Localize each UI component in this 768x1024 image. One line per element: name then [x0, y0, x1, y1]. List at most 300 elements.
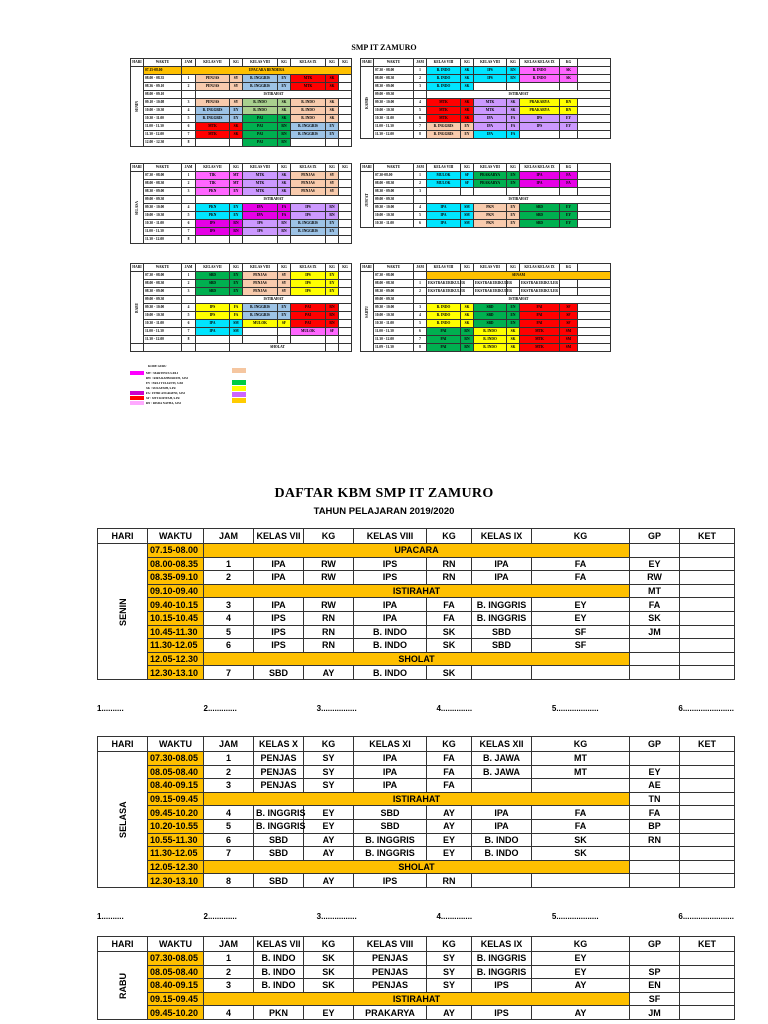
cell: B. INDO [427, 312, 461, 320]
cell: HARI [361, 164, 374, 172]
cell: EY [326, 272, 339, 280]
cell: RN [278, 131, 291, 139]
cell: EY [326, 220, 339, 228]
cell: JM [630, 625, 680, 639]
cell: AE [630, 779, 680, 793]
cell: HARI [98, 529, 148, 544]
legend-swatch [232, 368, 246, 373]
cell: 8 [414, 131, 427, 139]
cell: RN [326, 312, 339, 320]
table-row [98, 1006, 735, 1020]
cell: SY [427, 965, 472, 979]
cell [243, 336, 278, 344]
cell: EY [507, 212, 520, 220]
cell: IPA [354, 611, 427, 625]
cell: RN [461, 344, 474, 352]
cell: SY [304, 765, 354, 779]
cell [278, 236, 291, 244]
cell: AY [532, 979, 630, 993]
cell: KET [680, 737, 735, 752]
cell: KG [532, 937, 630, 952]
cell: 08.35-09.10 [148, 571, 204, 585]
cell: SK [507, 344, 520, 352]
cell: SK [630, 611, 680, 625]
cell: 6 [204, 639, 254, 653]
cell: KELAS X [254, 737, 304, 752]
table-row [98, 833, 735, 847]
cell [680, 544, 735, 558]
cell [680, 806, 735, 820]
cell: 4 [182, 204, 196, 212]
cell: IPA [427, 204, 461, 212]
day-label: SENIN [131, 67, 144, 147]
cell: 08.30 - 09.00 [144, 288, 182, 296]
cell: IPS [472, 979, 532, 993]
cell [182, 344, 196, 352]
legend-swatch [130, 386, 144, 390]
table-row [361, 75, 611, 83]
cell: 08.05-08.40 [148, 965, 204, 979]
cell: B. INGGRIS [196, 115, 230, 123]
cell: IPS [474, 67, 507, 75]
cell: RN [507, 67, 520, 75]
cell: RN [326, 320, 339, 328]
table-row [98, 544, 735, 558]
cell: B. INDO [254, 965, 304, 979]
cell: KG [532, 737, 630, 752]
cell: 3 [204, 779, 254, 793]
cell: IPA [254, 557, 304, 571]
cell: SK [326, 83, 339, 91]
table-row [361, 180, 611, 188]
cell: EY [230, 204, 243, 212]
table-row [361, 83, 611, 91]
cell: SK [461, 115, 474, 123]
cell: EY [304, 1006, 354, 1020]
day-label: JUM'AT [361, 172, 374, 228]
cell: SK [278, 188, 291, 196]
cell [230, 139, 243, 147]
cell: SK [427, 639, 472, 653]
cell [680, 779, 735, 793]
table-row [131, 212, 352, 220]
cell [680, 965, 735, 979]
cell [680, 792, 735, 806]
cell: EN [507, 320, 520, 328]
cell [680, 952, 735, 966]
cell: AY [532, 1006, 630, 1020]
table-row [98, 584, 735, 598]
cell: WAKTU [374, 59, 414, 67]
mini-schedule-kamis [360, 58, 611, 139]
cell: KELAS VIII [354, 937, 427, 952]
cell: 09.30 - 10.00 [144, 204, 182, 212]
cell [339, 188, 352, 196]
cell: EY [230, 107, 243, 115]
table-row [361, 344, 611, 352]
cell: SK [278, 115, 291, 123]
cell: B. INDO [291, 99, 326, 107]
cell: 5 [414, 107, 427, 115]
cell [532, 779, 630, 793]
cell: MT [532, 752, 630, 766]
mini-schedule-selasa [130, 163, 352, 244]
cell: SBD [354, 806, 427, 820]
cell: SK [230, 123, 243, 131]
cell: JM [630, 1006, 680, 1020]
cell: 07.30-08.05 [148, 752, 204, 766]
table-row [131, 304, 352, 312]
cell: KG [304, 937, 354, 952]
cell: EY [230, 280, 243, 288]
table-row [361, 196, 611, 204]
cell: KG [461, 59, 474, 67]
cell: 1 [182, 75, 196, 83]
cell: TIK [196, 172, 230, 180]
cell: MTK [474, 107, 507, 115]
cell: B. INGGRIS [472, 965, 532, 979]
table-row [98, 557, 735, 571]
cell: 11.30-12.05 [148, 639, 204, 653]
cell: IPA [472, 806, 532, 820]
cell: HARI [98, 937, 148, 952]
cell: SY [278, 280, 291, 288]
cell: 09.45-10.20 [148, 1006, 204, 1020]
cell: 6 [414, 328, 427, 336]
cell: 6 [414, 115, 427, 123]
cell: 8 [182, 236, 196, 244]
cell: 2 [204, 765, 254, 779]
cell [532, 874, 630, 888]
cell: PAI [520, 320, 560, 328]
cell [339, 115, 352, 123]
cell: SK [427, 625, 472, 639]
cell: PAI [291, 304, 326, 312]
cell: 8 [414, 344, 427, 352]
cell: SM [461, 220, 474, 228]
cell: IPS [354, 874, 427, 888]
cell [182, 296, 196, 304]
cell [680, 666, 735, 680]
cell [520, 83, 560, 91]
cell: B. INDO [254, 979, 304, 993]
cell: KG [507, 59, 520, 67]
cell: MTK [243, 180, 278, 188]
cell: SM [560, 344, 578, 352]
signature-line: 4.............. [436, 912, 473, 921]
cell: EY [230, 288, 243, 296]
cell: B. INDO [291, 107, 326, 115]
cell: EY [507, 220, 520, 228]
table-row [98, 860, 735, 874]
cell: JAM [182, 59, 196, 67]
signature-line: 2............. [203, 704, 237, 713]
cell [326, 336, 339, 344]
cell: WAKTU [144, 59, 182, 67]
cell: IPA [243, 204, 278, 212]
cell [680, 874, 735, 888]
cell: 12.30-13.10 [148, 874, 204, 888]
table-row [98, 979, 735, 993]
cell: 1 [204, 952, 254, 966]
cell [196, 236, 230, 244]
table-row [361, 304, 611, 312]
cell [339, 336, 352, 344]
cell: SP [630, 965, 680, 979]
header-row [98, 529, 735, 544]
cell: KELAS VIII [243, 59, 278, 67]
day-label: SELASA [98, 752, 148, 888]
cell: PAI [427, 336, 461, 344]
cell: EY [278, 304, 291, 312]
cell [339, 220, 352, 228]
cell: JAM [414, 264, 427, 272]
cell [630, 666, 680, 680]
legend-label: RN : RISDA NATHA, S.Pd [146, 400, 181, 405]
cell: SBD [254, 666, 304, 680]
cell: B. JAWA [472, 765, 532, 779]
cell: SY [326, 180, 339, 188]
cell: PENJAS [254, 765, 304, 779]
cell: B. INGGRIS [427, 131, 461, 139]
cell: FA [507, 131, 520, 139]
day-label: SABTU [361, 272, 374, 352]
cell: MT [230, 172, 243, 180]
cell: PENJAS [243, 288, 278, 296]
cell: RN [278, 228, 291, 236]
cell: SY [278, 272, 291, 280]
cell [578, 75, 611, 83]
cell: 2 [204, 571, 254, 585]
cell: B. INGGRIS [291, 228, 326, 236]
cell: RN [278, 139, 291, 147]
cell: B. INDO [254, 952, 304, 966]
cell [414, 272, 427, 280]
cell: AY [304, 666, 354, 680]
cell: RN [304, 611, 354, 625]
cell [578, 320, 611, 328]
cell: SK [326, 107, 339, 115]
cell [144, 344, 182, 352]
cell: MTK [474, 99, 507, 107]
cell: SK [461, 75, 474, 83]
cell: PAI [243, 139, 278, 147]
cell: SY [230, 75, 243, 83]
cell: B. INDO [520, 67, 560, 75]
header-row [98, 937, 735, 952]
legend-swatch [232, 392, 246, 397]
cell: ISTIRAHAT [427, 91, 611, 99]
cell: IPA [427, 220, 461, 228]
table-row [131, 99, 352, 107]
cell: 08.05-08.40 [148, 765, 204, 779]
cell: PAI [520, 312, 560, 320]
cell [680, 584, 735, 598]
cell: PAI [243, 123, 278, 131]
cell [131, 344, 144, 352]
cell: MTK [520, 336, 560, 344]
cell: 5 [414, 212, 427, 220]
cell [578, 115, 611, 123]
cell: 09.00 - 09.30 [374, 91, 414, 99]
cell [472, 666, 532, 680]
cell: RN [427, 557, 472, 571]
cell: FA [560, 172, 578, 180]
cell: WAKTU [144, 264, 182, 272]
cell: MTK [427, 99, 461, 107]
cell: 08.00 - 08.30 [374, 180, 414, 188]
cell [230, 236, 243, 244]
cell: RN [326, 304, 339, 312]
cell: SBD [474, 304, 507, 312]
cell: EKSTRAKURIKULER [520, 280, 560, 288]
cell: B. INDO [354, 639, 427, 653]
legend-label: FA : FITRI ANGRAENI, S.Pd [146, 390, 185, 395]
cell [339, 107, 352, 115]
cell: B. INGGRIS [243, 83, 278, 91]
table-row [361, 280, 611, 288]
table-row [98, 598, 735, 612]
cell: 09.40-10.15 [148, 598, 204, 612]
cell: SY [427, 952, 472, 966]
table-row [361, 115, 611, 123]
cell: FA [507, 123, 520, 131]
cell: IPA [354, 752, 427, 766]
cell: KELAS VII [254, 529, 304, 544]
cell [578, 107, 611, 115]
mini-schedule-sabtu [360, 263, 611, 352]
cell: 08.00 - 08.30 [144, 180, 182, 188]
cell: B. INGGRIS [291, 131, 326, 139]
legend-item [130, 380, 188, 385]
cell: EN [507, 312, 520, 320]
cell [339, 312, 352, 320]
cell: SF [532, 625, 630, 639]
cell: SBD [474, 320, 507, 328]
schedule-senin [97, 528, 735, 680]
cell: IPA [427, 212, 461, 220]
cell: KELAS VII [196, 164, 230, 172]
table-row [361, 320, 611, 328]
table-row [361, 288, 611, 296]
cell: PRAKARYA [520, 99, 560, 107]
cell: MT [230, 180, 243, 188]
cell: KELAS KELAS IX [520, 164, 560, 172]
cell: RN [278, 220, 291, 228]
cell: GP [630, 937, 680, 952]
table-row [131, 107, 352, 115]
legend-swatch [130, 376, 144, 380]
cell: HARI [131, 164, 144, 172]
cell: FA [230, 304, 243, 312]
cell: KELAS VIII [474, 59, 507, 67]
cell: PENJAS [243, 280, 278, 288]
cell: EY [630, 557, 680, 571]
cell: FA [630, 806, 680, 820]
cell: KELAS IX [291, 164, 326, 172]
cell: IPA [354, 765, 427, 779]
cell: KG [326, 59, 339, 67]
signature-line: 2............. [203, 912, 237, 921]
cell: SK [507, 107, 520, 115]
cell: 08.00 - 09.10 [144, 91, 182, 99]
cell [560, 188, 578, 196]
cell: 5 [204, 819, 254, 833]
cell: 11.30 - 12.00 [144, 236, 182, 244]
cell: SY [304, 752, 354, 766]
cell: EY [532, 952, 630, 966]
cell: IPS [196, 220, 230, 228]
cell: PAI [291, 320, 326, 328]
table-row [98, 571, 735, 585]
header-row [361, 164, 611, 172]
cell: PKN [474, 204, 507, 212]
cell: 5 [182, 312, 196, 320]
cell: B. INDO [472, 833, 532, 847]
cell: 11.00 - 11.30 [374, 328, 414, 336]
cell: 10.30 - 11.00 [144, 115, 182, 123]
table-row [131, 91, 352, 99]
cell [520, 188, 560, 196]
cell: GP [630, 737, 680, 752]
cell: 4 [204, 806, 254, 820]
cell: 08.00 - 08.30 [374, 280, 414, 288]
cell: SHOLAT [204, 860, 630, 874]
cell [680, 833, 735, 847]
mini-schedule-rabu [130, 263, 352, 352]
table-row [131, 131, 352, 139]
cell: FA [630, 598, 680, 612]
cell: 08.00 - 08.30 [374, 75, 414, 83]
cell: AY [304, 833, 354, 847]
cell: 10.55-11.30 [148, 833, 204, 847]
cell: PAI [427, 344, 461, 352]
cell: TN [630, 792, 680, 806]
cell: KG [326, 164, 339, 172]
day-label: KAMIS [361, 67, 374, 139]
cell: KG [304, 529, 354, 544]
cell: PENJAS [254, 779, 304, 793]
cell [578, 344, 611, 352]
cell [472, 779, 532, 793]
cell: PAI [520, 304, 560, 312]
cell: B. INDO [354, 666, 427, 680]
cell: KG [278, 164, 291, 172]
cell: RN [507, 75, 520, 83]
cell: IPA [472, 557, 532, 571]
legend-item [130, 375, 188, 380]
cell: B. INDO [291, 115, 326, 123]
cell: 4 [204, 611, 254, 625]
cell: 08.30 - 09.00 [374, 83, 414, 91]
cell: SK [532, 833, 630, 847]
cell: SY [304, 779, 354, 793]
cell: FA [532, 557, 630, 571]
cell: PRAKARYA [474, 172, 507, 180]
cell: KELAS XI [354, 737, 427, 752]
cell: 1 [204, 557, 254, 571]
cell: EY [230, 272, 243, 280]
cell: B. JAWA [472, 752, 532, 766]
cell: MTK [196, 123, 230, 131]
cell [578, 220, 611, 228]
table-row [131, 328, 352, 336]
cell: SBD [472, 625, 532, 639]
cell: IPS [291, 212, 326, 220]
table-row [98, 765, 735, 779]
cell: SBD [196, 272, 230, 280]
cell [182, 91, 196, 99]
